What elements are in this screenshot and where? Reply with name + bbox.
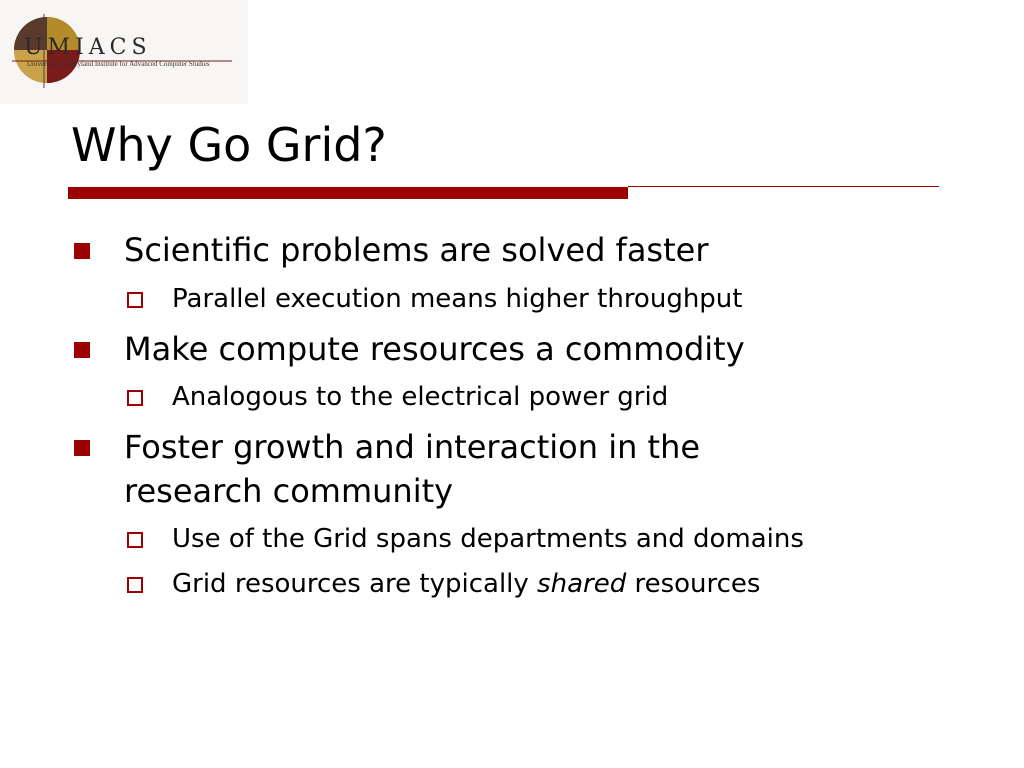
sub-bullet-text: Parallel execution means higher throughput [172, 284, 743, 314]
logo-wordmark: UMIACS [24, 35, 152, 60]
bullet-square-icon [74, 243, 90, 259]
bullet-square-icon [74, 342, 90, 358]
sub-bullet-text-before: Grid resources are typically [172, 569, 538, 599]
bullet-text: Scientific problems are solved faster [124, 231, 709, 269]
logo-subtitle: University of Maryland Institute for Advanced Computer Studies [27, 60, 210, 68]
sub-bullet-text: Analogous to the electrical power grid [172, 382, 669, 412]
sub-bullet-square-icon [127, 577, 143, 593]
sub-bullet-text [172, 566, 760, 602]
sub-bullet-text-after: resources [626, 569, 761, 599]
emphasized-word: shared [537, 569, 627, 599]
slide-title: Why Go Grid? [71, 118, 387, 172]
sub-bullet-square-icon [127, 532, 143, 548]
bullet-text: Foster growth and interaction in the research community [124, 428, 701, 510]
sub-bullet-square-icon [127, 292, 143, 308]
bullet-square-icon [74, 440, 90, 456]
sub-bullet-text: Use of the Grid spans departments and domains [172, 524, 804, 554]
sub-bullet-square-icon [127, 390, 143, 406]
bullet-text: Make compute resources a commodity [124, 330, 745, 368]
